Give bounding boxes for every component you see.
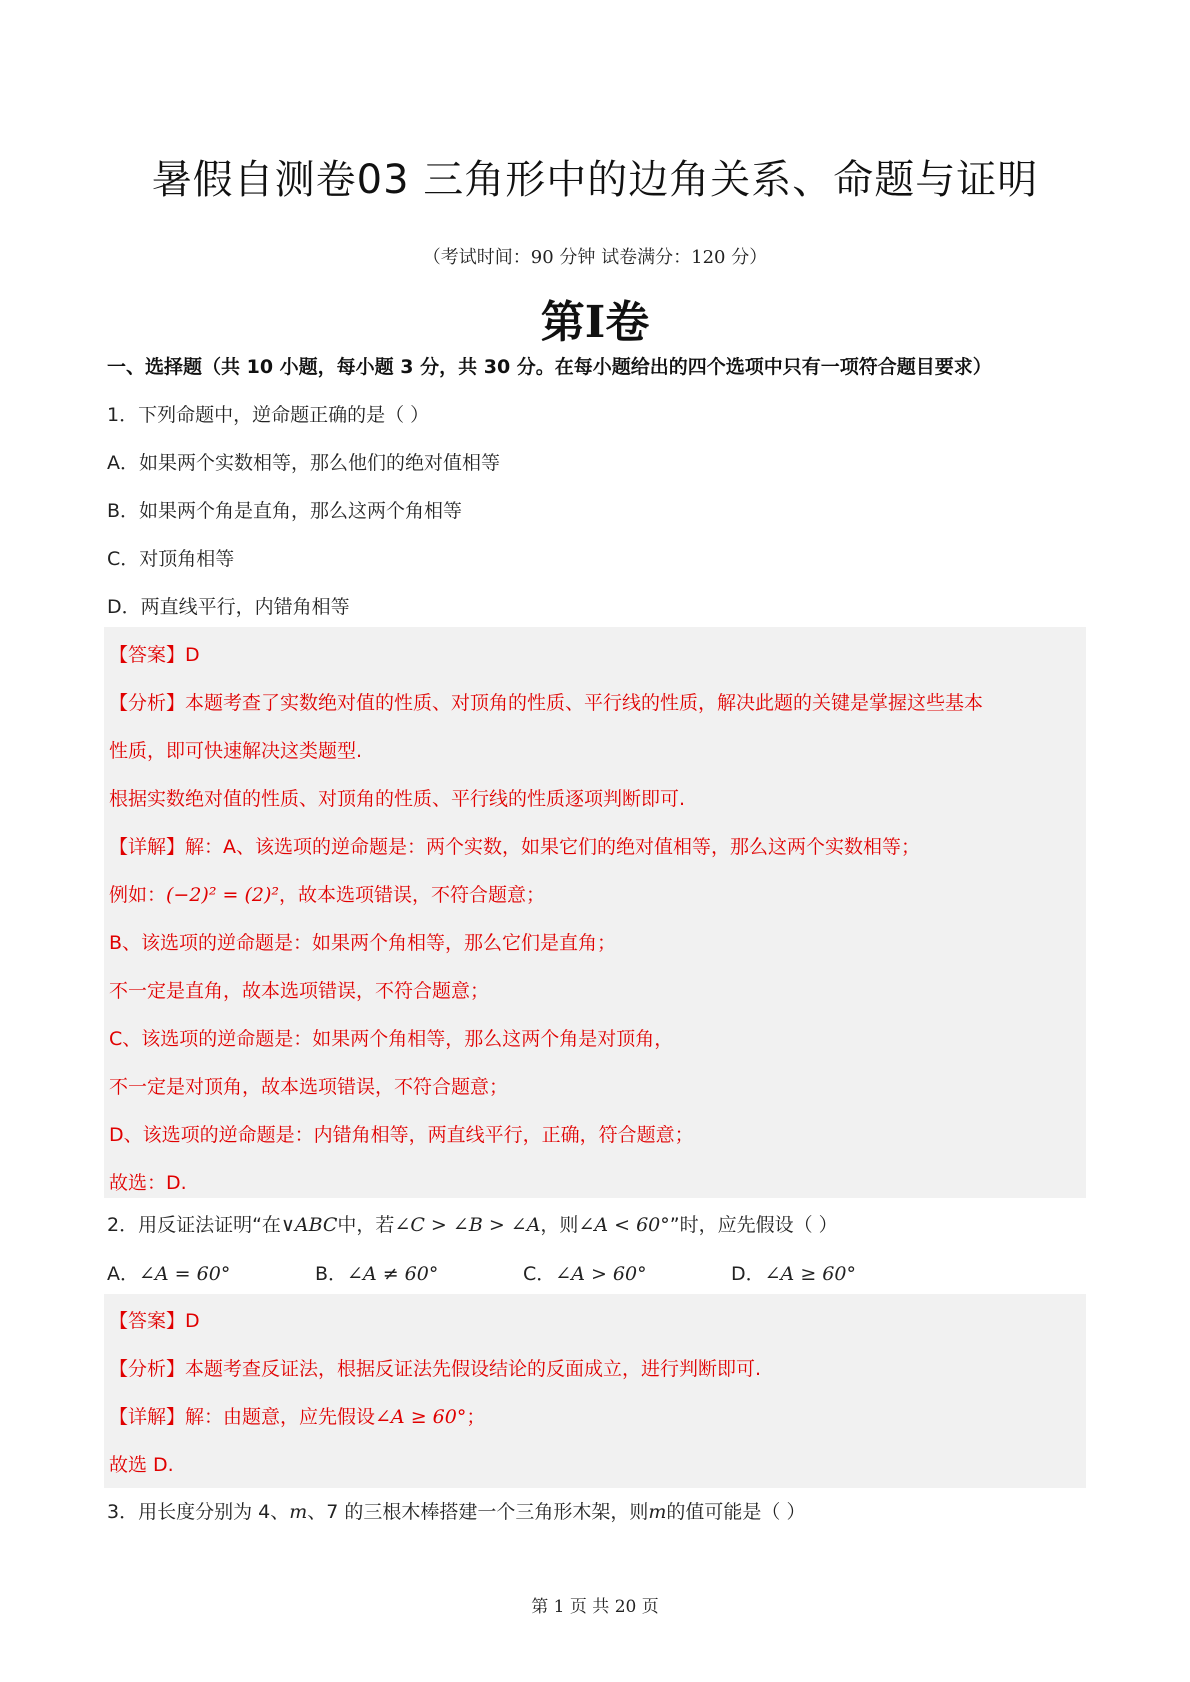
question-1-stem: 1．下列命题中，逆命题正确的是（ ） (107, 404, 430, 426)
q2-detail-suffix: ； (466, 1406, 486, 1428)
section-heading: 一、选择题（共 10 小题，每小题 3 分，共 30 分。在每小题给出的四个选项中只有一项符合题目要求） (107, 356, 992, 378)
q3-variable-m-2: m (648, 1501, 667, 1523)
option-label: D． (731, 1263, 765, 1285)
option-label: C． (523, 1263, 556, 1285)
question-1-option-d: D．两直线平行，内错角相等 (107, 596, 350, 618)
q2-condition: ∠C > ∠B > ∠A (394, 1214, 541, 1236)
q3-stem-prefix: 3．用长度分别为 4、 (107, 1501, 290, 1523)
question-1-option-c: C．对顶角相等 (107, 548, 235, 570)
question-1-analysis: 【分析】本题考查了实数绝对值的性质、对顶角的性质、平行线的性质，解决此题的关键是掌握这些基本 (109, 692, 984, 714)
option-formula: ∠A ≥ 60° (764, 1263, 856, 1285)
q2-stem-mid2: ，则 (540, 1214, 579, 1236)
question-1-option-a: A．如果两个实数相等，那么他们的绝对值相等 (107, 452, 500, 474)
question-1-detail-c: C、该选项的逆命题是：如果两个角相等，那么这两个角是对顶角， (109, 1028, 674, 1050)
example-label: 例如： (109, 884, 167, 906)
question-2-option-b (315, 1259, 438, 1286)
question-2-stem (107, 1210, 838, 1237)
example-formula: (−2)² = (2)² (166, 884, 279, 906)
question-1-detail-c-conclusion: 不一定是对顶角，故本选项错误，不符合题意； (109, 1076, 509, 1098)
q2-stem-mid1: 中，若 (337, 1214, 395, 1236)
q2-triangle: ∨ABC (280, 1214, 338, 1236)
question-1-detail-b: B、该选项的逆命题是：如果两个角相等，那么它们是直角； (109, 932, 617, 954)
option-label: B． (315, 1263, 348, 1285)
question-1-detail-a: 【详解】解：A、该选项的逆命题是：两个实数，如果它们的绝对值相等，那么这两个实数相等； (109, 836, 921, 858)
question-2-analysis: 【分析】本题考查反证法，根据反证法先假设结论的反面成立，进行判断即可. (109, 1358, 762, 1380)
question-2-answer: 【答案】D (109, 1310, 200, 1332)
q2-conclusion: ∠A < 60° (578, 1214, 670, 1236)
q3-stem-mid: 、7 的三根木棒搭建一个三角形木架，则 (307, 1501, 649, 1523)
question-1-option-b: B．如果两个角是直角，那么这两个角相等 (107, 500, 463, 522)
question-1-detail-example (109, 880, 545, 907)
option-formula: ∠A = 60° (139, 1263, 231, 1285)
question-1-detail-d: D、该选项的逆命题是：内错角相等，两直线平行，正确，符合题意； (109, 1124, 694, 1146)
question-2-detail (109, 1402, 485, 1429)
page-footer: 第 1 页 共 20 页 (531, 1597, 659, 1617)
question-2-option-d (731, 1259, 856, 1286)
question-1-choice: 故选：D. (109, 1172, 187, 1194)
q3-variable-m: m (289, 1501, 308, 1523)
question-1-analysis-cont: 性质，即可快速解决这类题型. (109, 740, 363, 762)
q3-stem-suffix: 的值可能是（ ） (666, 1501, 806, 1523)
q2-detail-prefix: 【详解】解：由题意，应先假设 (109, 1406, 376, 1428)
option-formula: ∠A ≠ 60° (347, 1263, 439, 1285)
question-2-option-c (523, 1259, 647, 1286)
question-3-stem (107, 1497, 805, 1524)
question-2-choice: 故选 D. (109, 1454, 174, 1476)
page-title: 暑假自测卷03 三角形中的边角关系、命题与证明 (151, 157, 1039, 203)
question-1-detail-b-conclusion: 不一定是直角，故本选项错误，不符合题意； (109, 980, 490, 1002)
q2-detail-formula: ∠A ≥ 60° (375, 1406, 467, 1428)
question-1-analysis-summary: 根据实数绝对值的性质、对顶角的性质、平行线的性质逐项判断即可. (109, 788, 686, 810)
question-1-answer: 【答案】D (109, 644, 200, 666)
option-formula: ∠A > 60° (555, 1263, 647, 1285)
volume-heading: 第Ⅰ卷 (540, 297, 650, 348)
q2-stem-prefix: 2．用反证法证明“在 (107, 1214, 281, 1236)
exam-info: （考试时间：90 分钟 试卷满分：120 分） (422, 247, 768, 268)
question-2-option-a (107, 1259, 230, 1286)
example-conclusion: ，故本选项错误，不符合题意； (279, 884, 546, 906)
q2-stem-suffix: ”时，应先假设（ ） (669, 1214, 838, 1236)
option-label: A． (107, 1263, 139, 1285)
question-2-answer-box (104, 1294, 1086, 1488)
